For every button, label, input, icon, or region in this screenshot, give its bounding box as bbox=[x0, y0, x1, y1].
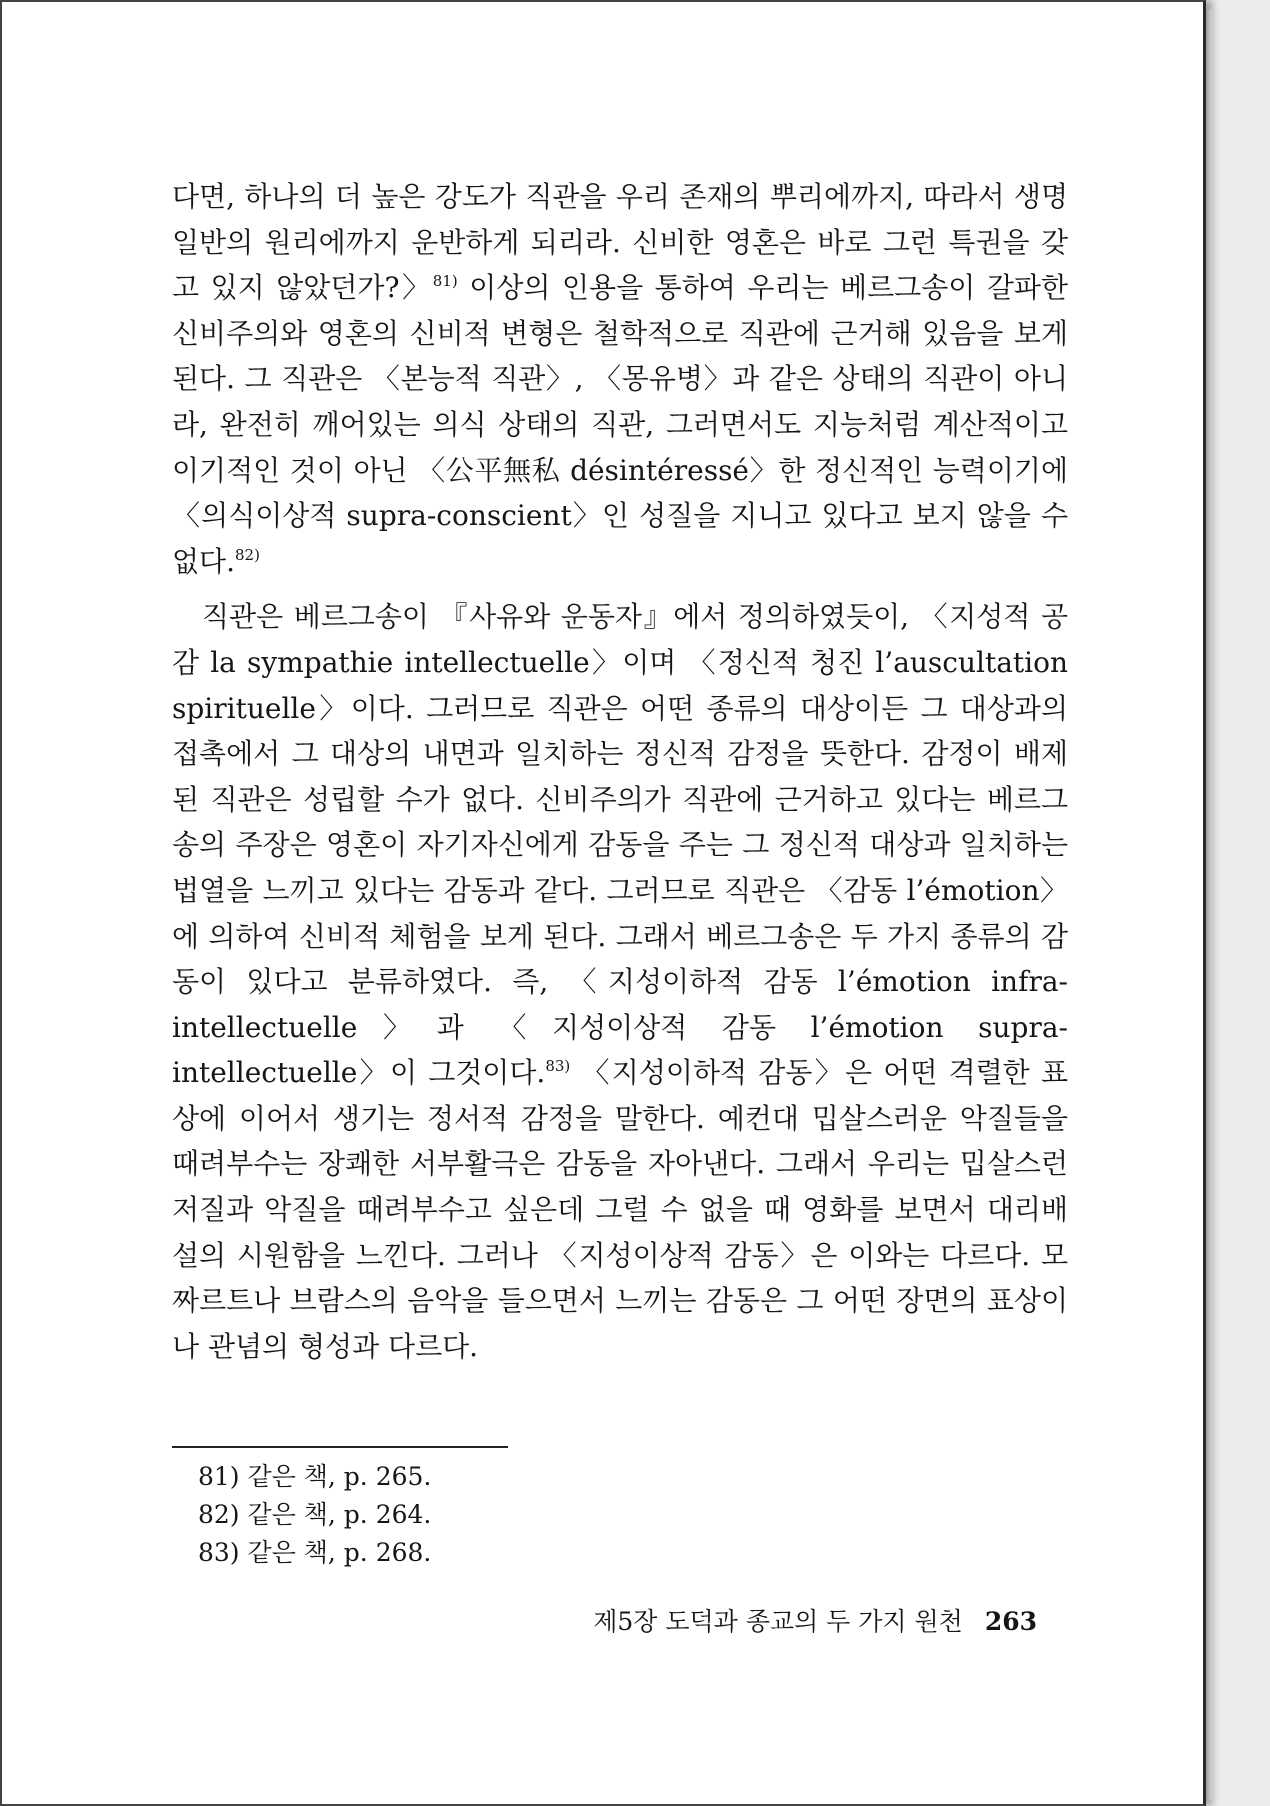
running-title: 제5장 도덕과 종교의 두 가지 원천 bbox=[593, 1607, 963, 1636]
footnote-81: 81) 같은 책, p. 265. bbox=[198, 1462, 432, 1491]
paragraph bbox=[172, 174, 1068, 584]
footnote-ref: 83) bbox=[545, 1057, 571, 1076]
running-footer bbox=[593, 1604, 1037, 1640]
footnote-82: 82) 같은 책, p. 264. bbox=[198, 1500, 432, 1529]
paragraph-text: 직관은 베르그송이 『사유와 운동자』에서 정의하였듯이, 〈지성적 공감 la sympathie intellectuelle〉이며 〈정신적 청진 l’auscultation spirituelle〉이다. 그러므로 직관은 어떤 종류의 대상이든 그 대상과의 접촉에서 그 대상의 내면과 일치하는 정신적 감정을 뜻한다. 감정이 배제된 직관은 성립할 수가 없다. 신비주의가 직관에 근거하고 있다는 베르그송의 주장은 영혼이 자기자신에게 감동을 주는 그 정신적 대상과 일치하는 법열을 느끼고 있다는 감동과 같다. 그러므로 직관은 〈감동 l’émotion〉에 의하여 신비적 체험을 보게 된다. 그래서 베르그송은 두 가지 종류의 감동이 있다고 분류하였다. 즉, 〈지성이하적 감동 l’émotion infra-intellectuelle〉과 〈지성이상적 감동 l’émotion supra-intellectuelle〉이 그것이다. bbox=[172, 600, 1068, 1090]
paragraph-text: 다면, 하나의 더 높은 강도가 직관을 우리 존재의 뿌리에까지, 따라서 생명 일반의 원리에까지 운반하게 되리라. 신비한 영혼은 바로 그런 특권을 갖고 있지 않았던가?〉 bbox=[172, 180, 1068, 305]
paragraph-text: 〈지성이하적 감동〉은 어떤 격렬한 표상에 이어서 생기는 정서적 감정을 말한다. 예컨대 밉살스러운 악질들을 때려부수는 장쾌한 서부활극은 감동을 자아낸다. 그래서 우리는 밉살스런 저질과 악질을 때려부수고 싶은데 그럴 수 없을 때 영화를 보면서 대리배설의 시원함을 느낀다. 그러나 〈지성이상적 감동〉은 이와는 다르다. 모짜르트나 브람스의 음악을 들으면서 느끼는 감동은 그 어떤 장면의 표상이나 관념의 형성과 다르다. bbox=[172, 1056, 1068, 1363]
page-number: 263 bbox=[984, 1607, 1037, 1636]
footnote-ref: 82) bbox=[235, 545, 260, 564]
paragraph-text: 이상의 인용을 통하여 우리는 베르그송이 갈파한 신비주의와 영혼의 신비적 변형은 철학적으로 직관에 근거해 있음을 보게 된다. 그 직관은 〈본능적 직관〉, 〈몽유병〉과 같은 상태의 직관이 아니라, 완전히 깨어있는 의식 상태의 직관, 그러면서도 지능처럼 계산적이고 이기적인 것이 아닌 〈公平無私 désintéressé〉한 정신적인 능력이기에 〈의식이상적 supra-conscient〉인 성질을 지니고 있다고 보지 않을 수 없다. bbox=[172, 271, 1068, 578]
footnote-divider bbox=[172, 1446, 508, 1448]
page-edge-shadow bbox=[1206, 10, 1212, 1800]
footnote-83: 83) 같은 책, p. 268. bbox=[198, 1538, 432, 1567]
body-text bbox=[172, 174, 1068, 1369]
paragraph bbox=[172, 594, 1068, 1369]
footnote-ref: 81) bbox=[432, 272, 458, 291]
footnote-list bbox=[198, 1458, 698, 1572]
